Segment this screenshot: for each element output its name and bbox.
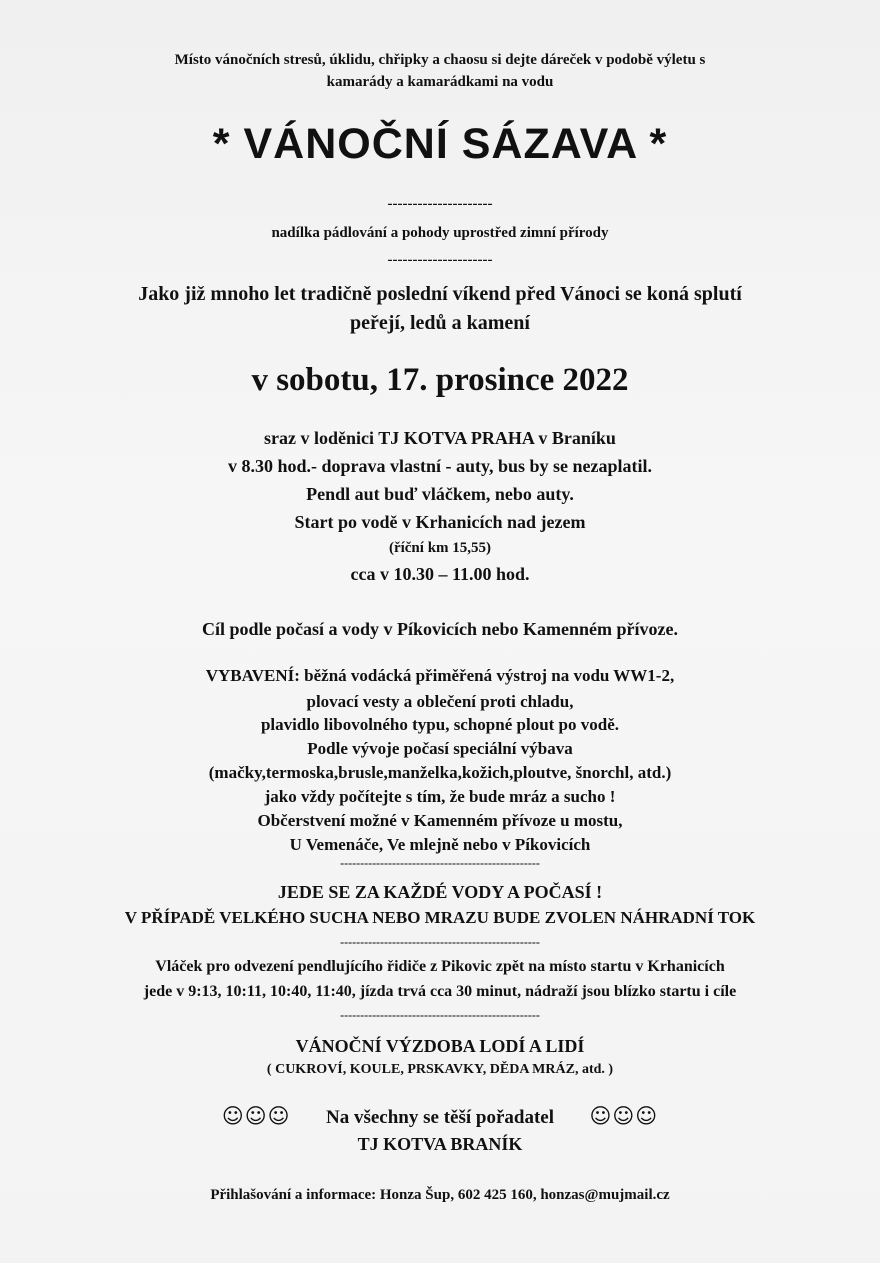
intro-line-1: Místo vánočních stresů, úklidu, chřipky a chaosu si dejte dáreček v podobě výletu s [174,52,706,68]
page-title: * VÁNOČNÍ SÁZAVA * [212,120,668,168]
equipment-line-5: (mačky,termoska,brusle,manželka,kožich,ploutve, šnorchl, atd.) [208,763,672,782]
closing-line [0,1104,880,1129]
start-time: cca v 10.30 – 11.00 hod. [350,564,530,584]
train-line-1: Vláček pro odvezení pendlujícího řidiče z Pikovic zpět na místo startu v Krhanicích [155,958,725,975]
subtitle: nadílka pádlování a pohody uprostřed zimní přírody [271,225,609,241]
divider-notice-top: -------------------------------------------------- [340,856,540,870]
equipment-line-8: U Vemenáče, Ve mlejně nebo v Píkovicích [289,835,591,854]
smiley-icon-left: ☺☺☺ [221,1104,291,1128]
meeting-line-3: Pendl aut buď vláčkem, nebo auty. [306,484,574,504]
equipment-line-7: Občerstvení možné v Kamenném přívoze u mostu, [257,811,623,830]
tradition-line-1: Jako již mnoho let tradičně poslední víkend před Vánoci se koná splutí [138,283,742,305]
event-date: v sobotu, 17. prosince 2022 [251,362,629,398]
divider-decoration: -------------------------------------------------- [340,1008,540,1022]
decoration-line-1: VÁNOČNÍ VÝZDOBA LODÍ A LIDÍ [295,1036,585,1056]
equipment-line-2: plovací vesty a oblečení proti chladu, [306,692,574,711]
decoration-line-2: ( CUKROVÍ, KOULE, PRSKAVKY, DĚDA MRÁZ, atd. ) [266,1062,614,1077]
meeting-line-1: sraz v loděnici TJ KOTVA PRAHA v Braníku [264,428,616,448]
equipment-line-6: jako vždy počítejte s tím, že bude mráz a sucho ! [264,787,616,806]
finish-location: Cíl podle počasí a vody v Píkovicích nebo Kamenném přívoze. [201,619,678,639]
intro-line-2: kamarády a kamarádkami na vodu [326,74,554,90]
contact-info: Přihlašování a informace: Honza Šup, 602 425 160, honzas@mujmail.cz [210,1187,670,1203]
smiley-icon-right: ☺☺☺ [589,1104,659,1128]
divider-top: --------------------- [387,196,493,212]
divider-bottom: --------------------- [387,252,493,268]
meeting-line-2: v 8.30 hod.- doprava vlastní - auty, bus by se nezaplatil. [227,456,653,476]
tradition-line-2: peřejí, ledů a kamení [350,312,530,334]
notice-line-1: JEDE SE ZA KAŽDÉ VODY A POČASÍ ! [277,882,603,902]
river-km: (říční km 15,55) [388,540,492,556]
closing-text: Na všechny se těší pořadatel [326,1107,554,1128]
equipment-line-1: VYBAVENÍ: běžná vodácká přiměřená výstroj na vodu WW1-2, [205,666,675,685]
train-line-2: jede v 9:13, 10:11, 10:40, 11:40, jízda trvá cca 30 minut, nádraží jsou blízko startu i cíle [143,983,737,1000]
equipment-line-3: plavidlo libovolného typu, schopné plout po vodě. [260,715,620,734]
notice-line-2: V PŘÍPADĚ VELKÉHO SUCHA NEBO MRAZU BUDE ZVOLEN NÁHRADNÍ TOK [124,908,756,927]
equipment-line-4: Podle vývoje počasí speciální výbava [307,739,573,758]
meeting-line-4: Start po vodě v Krhanicích nad jezem [294,512,586,532]
organizer-name: TJ KOTVA BRANÍK [357,1134,523,1154]
divider-notice-bottom: -------------------------------------------------- [340,935,540,949]
